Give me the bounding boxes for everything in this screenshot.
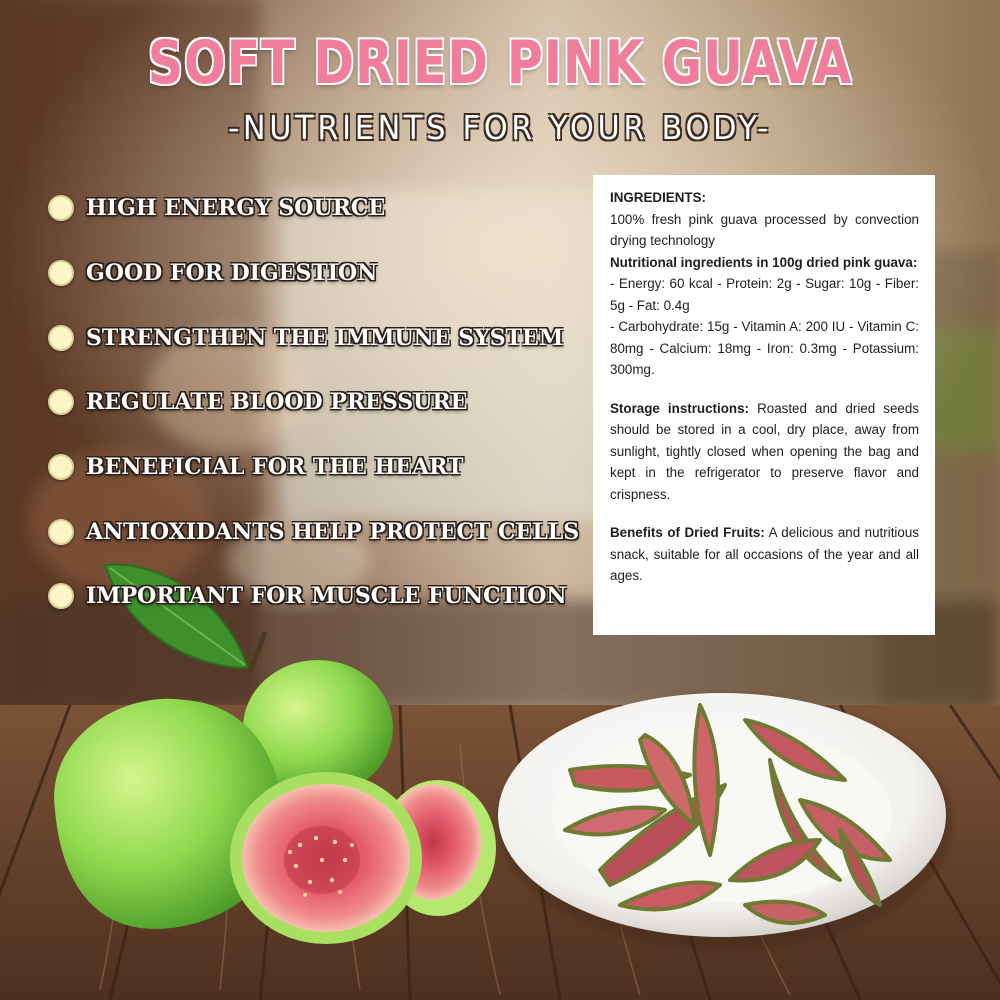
benefit-item — [48, 499, 579, 564]
nutrition-line-1: - Energy: 60 kcal - Protein: 2g - Sugar: 10g - Fiber: 5g - Fat: 0.4g — [610, 276, 919, 313]
bullet-icon — [48, 260, 74, 286]
ingredients-panel — [593, 175, 935, 635]
dried-guava-plate — [497, 693, 953, 950]
benefit-item — [48, 435, 579, 500]
dried-fruit-benefits-heading: Benefits of Dried Fruits: — [610, 525, 765, 540]
page-subtitle: -NUTRIENTS FOR YOUR BODY- — [228, 108, 772, 147]
bullet-icon — [48, 325, 74, 351]
benefit-label: HIGH ENERGY SOURCE — [86, 195, 386, 222]
page-title: SOFT DRIED PINK GUAVA — [147, 28, 853, 98]
storage-text: Roasted and dried seeds should be stored in a cool, dry place, away from sunlight, tightly closed when opening the bag and kept in the refrigerator to preserve flavor and crispness. — [610, 400, 919, 502]
bullet-icon — [48, 583, 74, 609]
benefit-label: ANTIOXIDANTS HELP PROTECT CELLS — [86, 518, 580, 545]
storage-instructions — [610, 398, 919, 506]
ingredients-heading: INGREDIENTS: — [610, 190, 706, 205]
benefit-label: BENEFICIAL FOR THE HEART — [86, 454, 464, 481]
benefit-label: STRENGTHEN THE IMMUNE SYSTEM — [86, 324, 564, 351]
benefit-item — [48, 241, 579, 306]
dried-fruit-benefits-text: A delicious and nutritious snack, suitable for all occasions of the year and all ages. — [610, 525, 919, 583]
nutrition-line-2: - Carbohydrate: 15g - Vitamin A: 200 IU - Vitamin C: 80mg - Calcium: 18mg - Iron: 0.3mg - Potassium: 300mg. — [610, 319, 919, 377]
benefit-item — [48, 564, 579, 629]
benefits-list — [48, 176, 579, 629]
benefit-label: IMPORTANT FOR MUSCLE FUNCTION — [86, 583, 567, 610]
dried-fruit-benefits — [610, 522, 919, 587]
benefit-item — [48, 305, 579, 370]
storage-heading: Storage instructions: — [610, 400, 750, 416]
bullet-icon — [48, 454, 74, 480]
bullet-icon — [48, 195, 74, 221]
benefit-item — [48, 370, 579, 435]
bullet-icon — [48, 389, 74, 415]
benefit-label: GOOD FOR DIGESTION — [86, 260, 378, 287]
bullet-icon — [48, 519, 74, 545]
benefit-label: REGULATE BLOOD PRESSURE — [86, 389, 468, 416]
ingredients-text: 100% fresh pink guava processed by convection drying technology — [610, 211, 919, 248]
nutrition-heading: Nutritional ingredients in 100g dried pink guava: — [610, 254, 918, 270]
benefit-item — [48, 176, 579, 241]
